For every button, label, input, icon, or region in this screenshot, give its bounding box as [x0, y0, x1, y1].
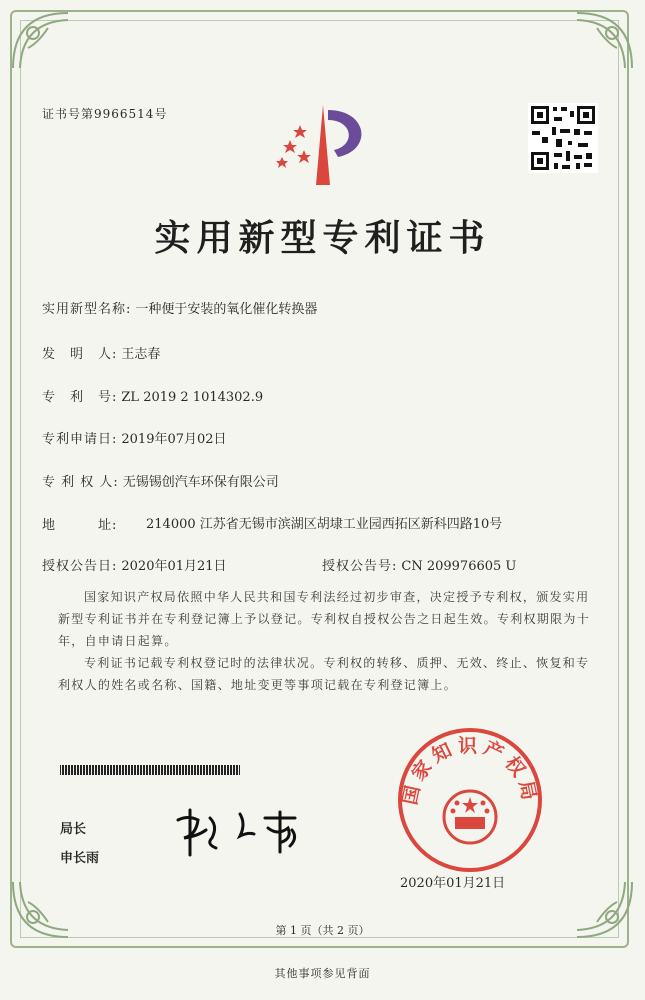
- qr-code-icon: [528, 103, 598, 173]
- corner-ornament-top-right: [567, 8, 637, 78]
- field-patentee: [42, 471, 279, 490]
- seal-text: 国家知识产权局: [399, 735, 541, 807]
- field-name: [42, 298, 317, 317]
- field-filing-date-label: 专利申请日:: [42, 432, 118, 447]
- field-inventor: [42, 343, 160, 362]
- national-emblem-icon: [444, 791, 496, 843]
- field-name-value: 一种便于安装的氧化催化转换器: [135, 302, 318, 317]
- field-patentee-label: 专 利 权 人:: [42, 475, 119, 490]
- field-filing-date: [42, 428, 227, 447]
- page-number: 第 1 页（共 2 页）: [275, 924, 370, 937]
- field-grant-no-label: 授权公告号:: [322, 559, 398, 574]
- field-grant-no: [322, 555, 516, 574]
- corner-ornament-top-left: [8, 8, 78, 78]
- field-name-label: 实用新型名称:: [42, 302, 132, 317]
- field-inventor-label: 发 明 人:: [42, 347, 118, 362]
- signatory-name: 申长雨: [60, 851, 100, 866]
- field-patent-no-value: ZL 2019 2 1014302.9: [121, 390, 264, 405]
- field-patent-no: [42, 386, 263, 405]
- paragraph-2: 专利证书记载专利权登记时的法律状况。专利权的转移、质押、无效、终止、恢复和专利权人的姓名或名称、国籍、地址变更等事项记载在专利登记簿上。: [58, 656, 590, 692]
- field-address-label: 地 址:: [42, 518, 118, 533]
- paragraph-1: 国家知识产权局依照中华人民共和国专利法经过初步审查，决定授予专利权，颁发实用新型专利证书并在专利登记簿上予以登记。专利权自授权公告之日起生效。专利权期限为十年，自申请日起算。: [58, 590, 591, 648]
- certificate-number: 证书号第9966514号: [42, 107, 168, 121]
- field-grant-no-value: CN 209976605 U: [401, 559, 517, 574]
- field-grant-date-label: 授权公告日:: [42, 559, 118, 574]
- handwritten-signature-icon: [170, 800, 320, 860]
- signatory-block: [60, 818, 99, 866]
- field-grant-date-value: 2020年01月21日: [121, 559, 227, 574]
- field-grant-date: [42, 555, 227, 574]
- footer-note: 其他事项参见背面: [274, 967, 371, 980]
- official-seal: [395, 725, 545, 875]
- field-filing-date-value: 2019年07月02日: [121, 432, 227, 447]
- field-patentee-value: 无锡锡创汽车环保有限公司: [122, 475, 279, 490]
- svg-text:国家知识产权局: [399, 734, 541, 807]
- field-patent-no-label: 专 利 号:: [42, 390, 118, 405]
- cnipa-logo-icon: [268, 95, 376, 190]
- barcode-icon: [60, 760, 240, 770]
- field-inventor-value: 王志春: [121, 347, 161, 362]
- document-title: 实用新型专利证书: [154, 217, 491, 259]
- seal-date: 2020年01月21日: [400, 876, 506, 891]
- signatory-title: 局长: [60, 822, 87, 837]
- field-address: [42, 514, 503, 533]
- field-address-value: 214000 江苏省无锡市滨湖区胡埭工业园西拓区新科四路10号: [146, 517, 503, 532]
